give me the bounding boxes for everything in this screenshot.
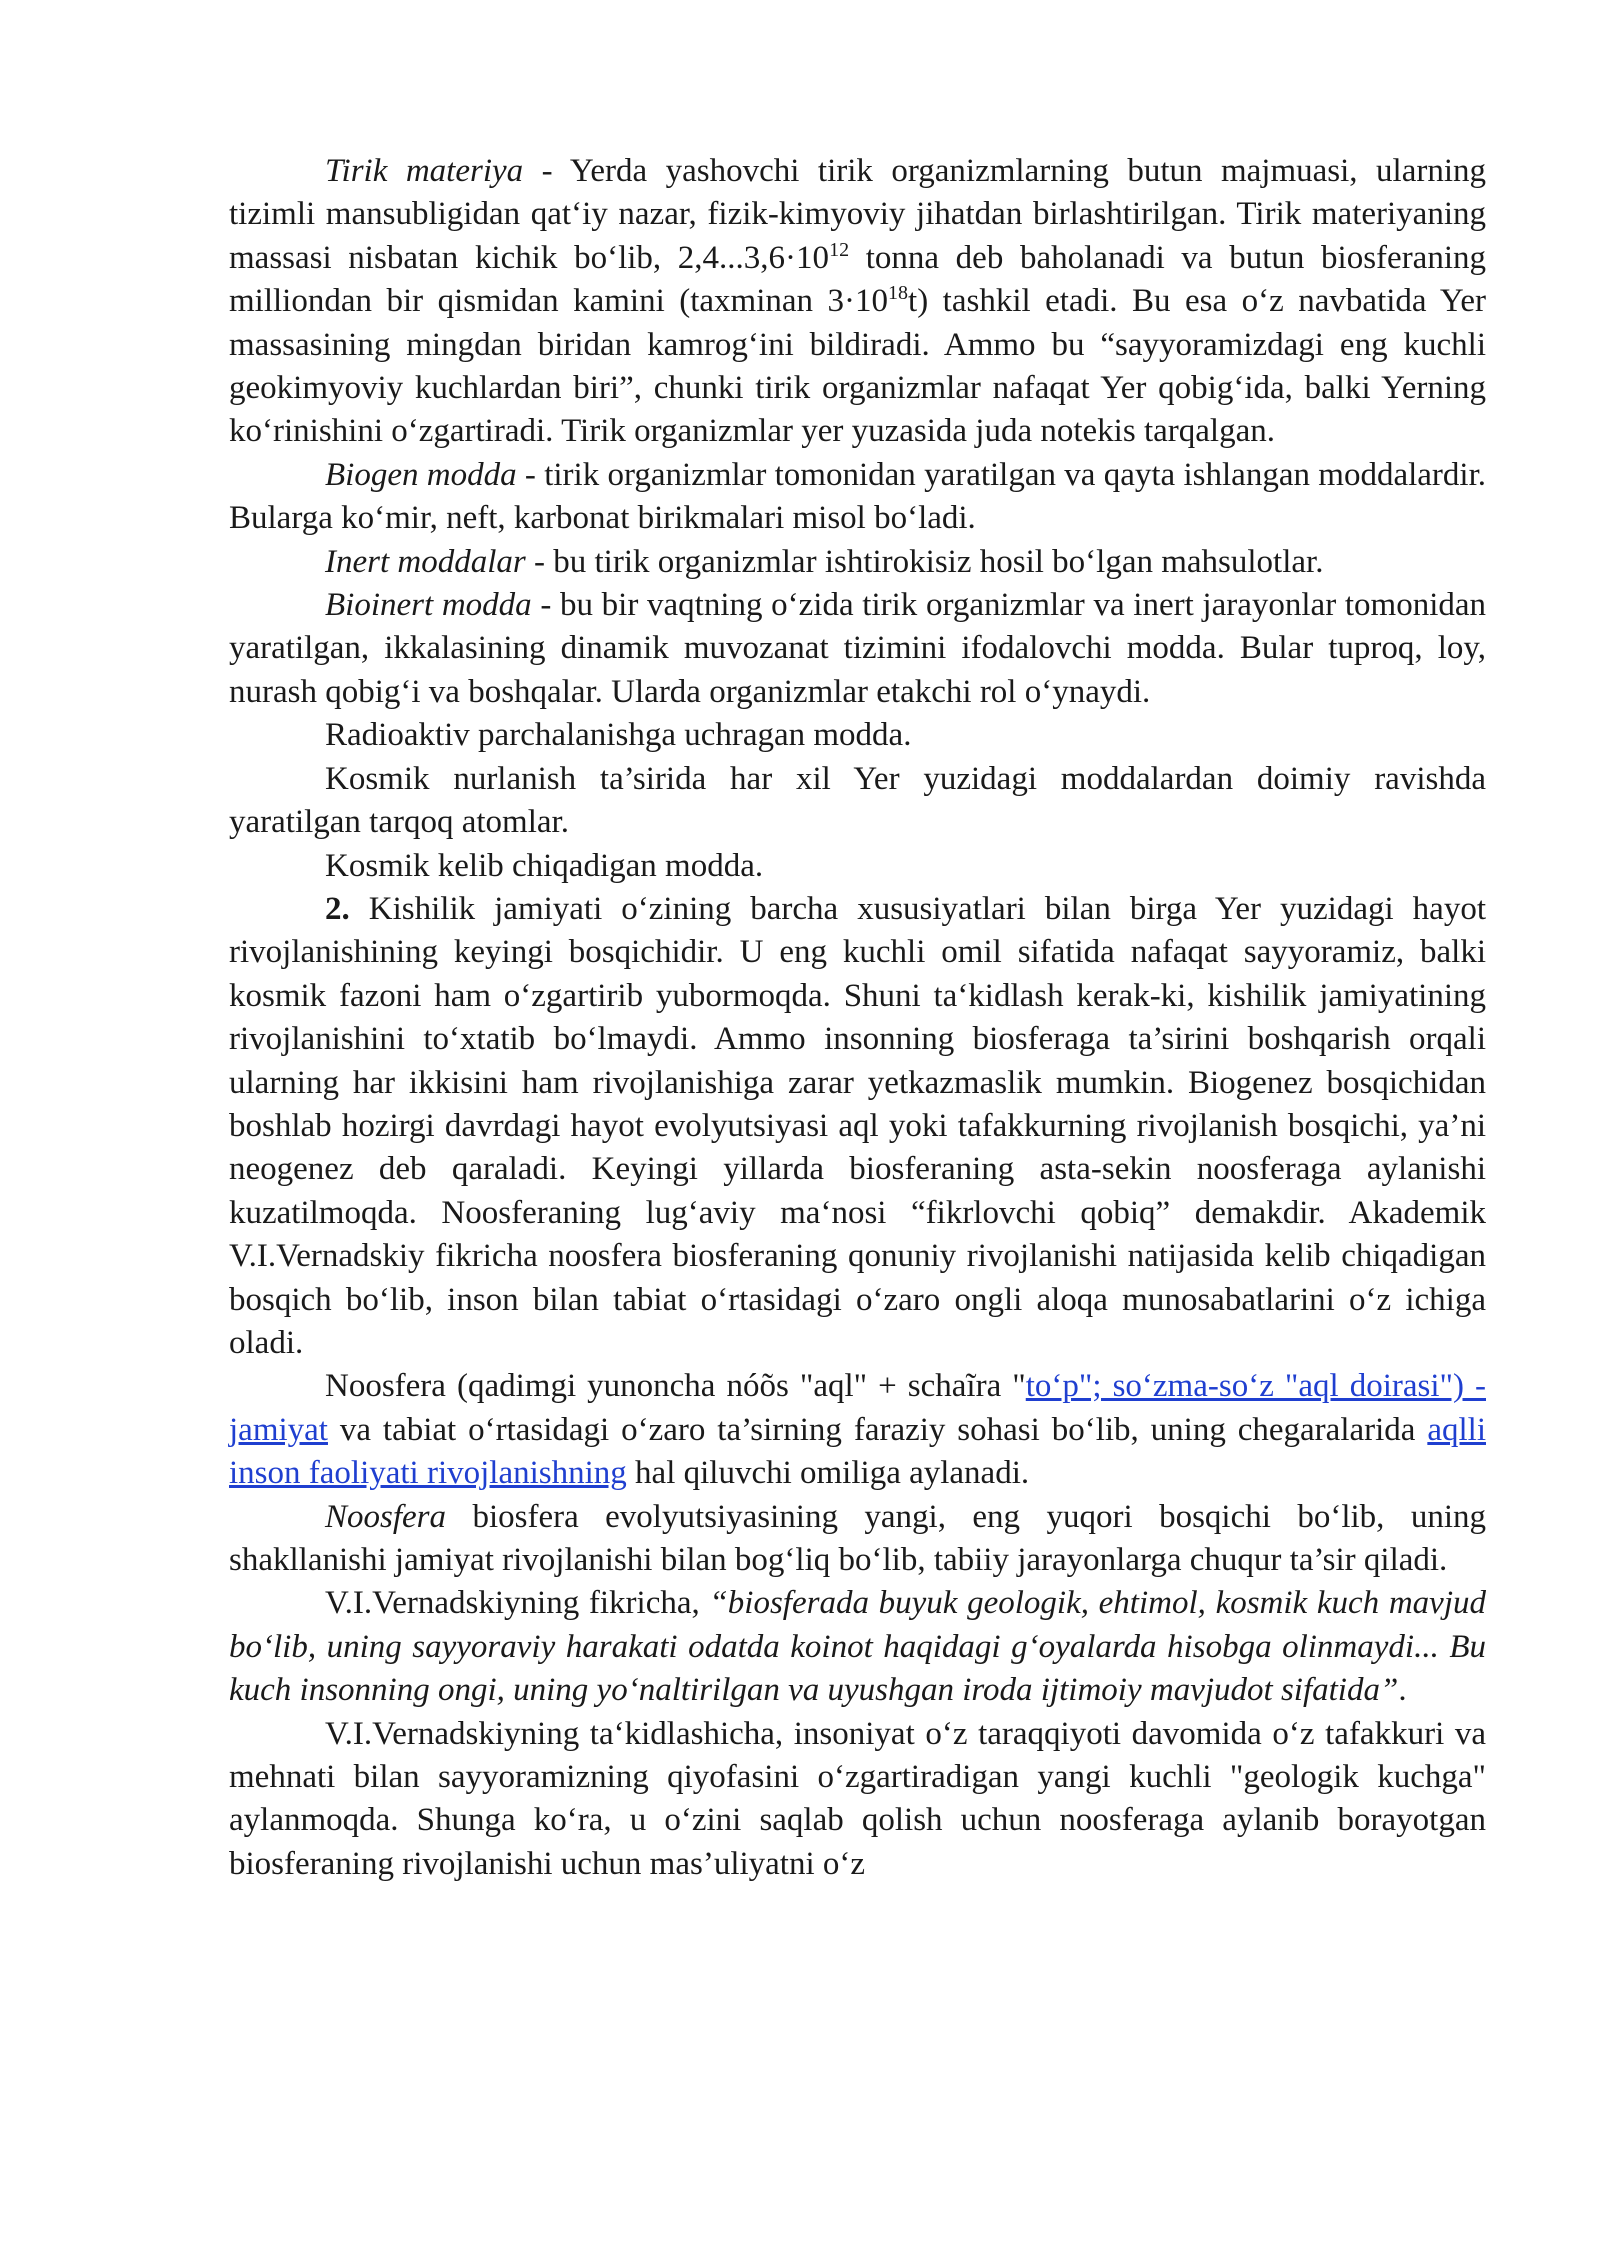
section-number: 2.: [325, 890, 350, 927]
paragraph-vernadskiy-quote: V.I.Vernadskiyning fikricha, “biosferada buyuk geologik, ehtimol, kosmik kuch mavjud bo‘lib, uning sayyoraviy harakati odatda koinot haqidagi g‘oyalarda hisobga olinmaydi... Bu kuch insonning ongi, uning yo‘naltirilgan va uyushgan iroda ijtimoiy mavjudot sifatida”.: [229, 1585, 1486, 1709]
paragraph-radioaktiv: Radioaktiv parchalanishga uchragan modda.: [325, 717, 912, 754]
document-page: [229, 150, 1486, 1886]
paragraph-bioinert-modda: Bioinert modda - bu bir vaqtning o‘zida tirik organizmlar va inert jarayonlar tomonidan yaratilgan, ikkalasining dinamik muvozanat tizimini ifodalovchi modda. Bular tuproq, loy, nurash qobig‘i va boshqalar. Ularda organizmlar etakchi rol o‘ynaydi.: [229, 587, 1487, 710]
paragraph-biogen-modda: Biogen modda - tirik organizmlar tomonidan yaratilgan va qayta ishlangan moddalardir. Bularga ko‘mir, neft, karbonat birikmalari misol bo‘ladi.: [229, 456, 1486, 537]
exponent: 12: [829, 238, 850, 261]
term-noosfera: Noosfera: [325, 1498, 447, 1535]
term-biogen-modda: Biogen modda: [325, 456, 517, 493]
term-inert-moddalar: Inert moddalar: [325, 543, 526, 580]
paragraph-kosmik-modda: Kosmik kelib chiqadigan modda.: [325, 847, 764, 884]
term-bioinert-modda: Bioinert modda: [325, 587, 532, 624]
paragraph-kishilik-jamiyati: 2. Kishilik jamiyati o‘zining barcha xususiyatlari bilan birga Yer yuzidagi hayot rivojlanishining keyingi bosqichidir. U eng kuchli omil sifatida nafaqat sayyoramiz, balki kosmik fazoni ham o‘zgartirib yubormoqda. Shuni ta‘kidlash kerak-ki, kishilik jamiyatining rivojlanishini to‘xtatib bo‘lmaydi. Ammo insonning biosferaga ta’sirini boshqarish orqali ularning har ikkisini ham rivojlanishiga zarar yetkazmaslik mumkin. Biogenez bosqichidan boshlab hozirgi davrdagi hayot evolyutsiyasi aql yoki tafakkurning rivojlanish bosqichi, ya’ni neogenez deb qaraladi. Keyingi yillarda biosferaning asta-sekin noosferaga aylanishi kuzatilmoqda. Noosferaning lug‘aviy ma‘nosi “fikrlovchi qobiq” demakdir. Akademik V.I.Vernadskiy fikricha noosfera biosferaning qonuniy rivojlanishi natijasida kelib chiqadigan bosqich bo‘lib, inson bilan tabiat o‘rtasidagi o‘zaro ongli aloqa munosabatlarini o‘z ichiga oladi.: [229, 890, 1486, 1361]
paragraph-noosfera-evolution: Noosfera biosfera evolyutsiyasining yangi, eng yuqori bosqichi bo‘lib, uning shakllanishi jamiyat rivojlanishi bilan bog‘liq bo‘lib, tabiiy jarayonlarga chuqur ta’sir qiladi.: [229, 1498, 1486, 1578]
link-aql-doirasi-jamiyat[interactable]: to‘p"; so‘zma-so‘z "aql doirasi") - jamiyat: [229, 1368, 1486, 1448]
term-tirik-materiya: Tirik materiya: [325, 153, 524, 189]
exponent: 18: [888, 282, 909, 305]
paragraph-vernadskiy-geologik-kuch: V.I.Vernadskiyning ta‘kidlashicha, insoniyat o‘z taraqqiyoti davomida o‘z tafakkuri va mehnati bilan sayyoramizning qiyofasini o‘zgartiradigan yangi kuchli "geologik kuchga" aylanmoqda. Shunga ko‘ra, u o‘zini saqlab qolish uchun noosferaga aylanib borayotgan biosferaning rivojlanishi uchun mas’uliyatni o‘z: [229, 1715, 1486, 1882]
paragraph-tirik-materiya: Tirik materiya - Yerda yashovchi tirik organizmlarning butun majmuasi, ularning tizimli mansubligidan qat‘iy nazar, fizik-kimyoviy jihatdan birlashtirilgan. Tirik materiyaning massasi nisbatan kichik bo‘lib, $2,4...3,6\cdot 10^{12}$ tonna deb baholanadi va butun biosferaning milliondan bir qismidan kamini (taxminan $3\cdot 10^{18}t$) tashkil etadi. Bu esa o‘z navbatida Yer massasining mingdan biridan kamrog‘ini bildiradi. Ammo bu “sayyoramizdagi eng kuchli geokimyoviy kuchlardan biri”, chunki tirik organizmlar nafaqat Yer qobig‘ida, balki Yerning ko‘rinishini o‘zgartiradi. Tirik organizmlar yer yuzasida juda notekis tarqalgan.: [229, 153, 1486, 450]
paragraph-kosmik-nurlanish: Kosmik nurlanish ta’sirida har xil Yer yuzidagi moddalardan doimiy ravishda yaratilgan tarqoq atomlar.: [229, 760, 1486, 841]
vernadskiy-quote: “biosferada buyuk geologik, ehtimol, kosmik kuch mavjud bo‘lib, uning sayyoraviy harakati odatda koinot haqidagi g‘oyalarda hisobga olinmaydi... Bu kuch insonning ongi, uning yo‘naltirilgan va uyushgan iroda ijtimoiy mavjudot sifatida”: [229, 1585, 1486, 1709]
link-aqlli-inson-faoliyati[interactable]: aqlli inson faoliyati rivojlanishning: [229, 1411, 1486, 1492]
paragraph-inert-moddalar: Inert moddalar - bu tirik organizmlar ishtirokisiz hosil bo‘lgan mahsulotlar.: [325, 543, 1324, 580]
paragraph-noosfera-definition: Noosfera (qadimgi yunoncha nóõs "aql" + schaĩra "to‘p"; so‘zma-so‘z "aql doirasi") - jamiyat va tabiat o‘rtasidagi o‘zaro ta’sirning faraziy sohasi bo‘lib, uning chegaralarida aqlli inson faoliyati rivojlanishning hal qiluvchi omiliga aylanadi.: [229, 1368, 1486, 1492]
